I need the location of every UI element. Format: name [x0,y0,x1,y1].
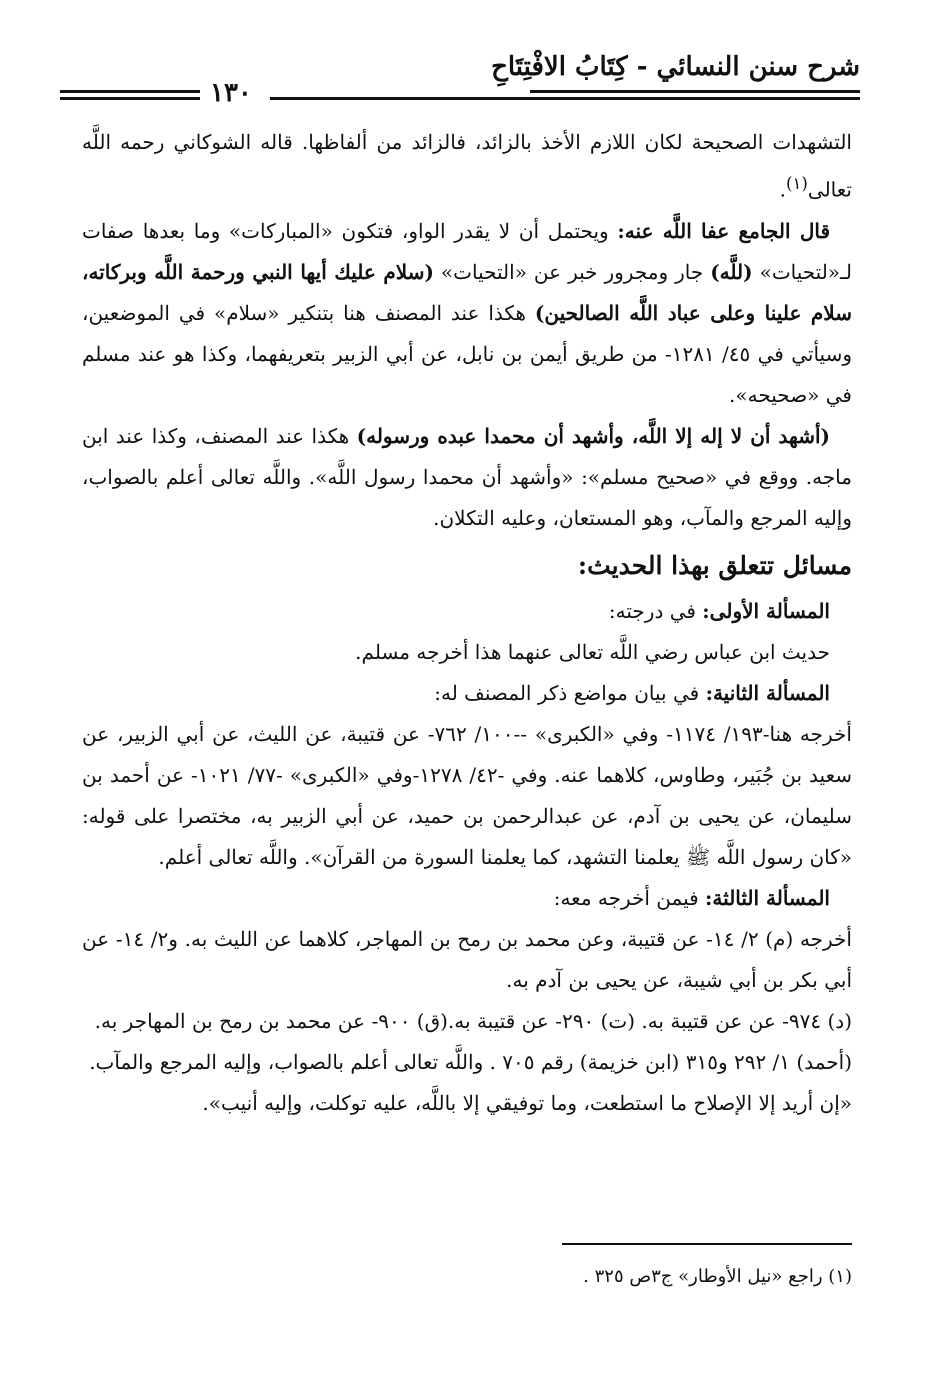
paragraph-3-rest: هكذا عند المصنف، وكذا عند ابن ماجه. ووقع في «صحيح مسلم»: «وأشهد أن محمدا رسول اللَّه». واللَّه تعالى أعلم بالصواب، وإليه المرجع والمآب، وهو المستعان، وعليه التكلان. [82,423,852,530]
running-title: شرح سنن النسائي - كِتَابُ الافْتِتَاحِ [491,52,860,82]
paragraph-2 [82,211,852,416]
paragraph-2-e: هكذا عند المصنف هنا بتنكير «سلام» في الموضعين، وسيأتي في ٤٥/ ١٢٨١- من طريق أيمن بن نابل، عن أبي الزبير بتعريفهما، وكذا هو عند مسلم في «صحيحه». [82,300,852,407]
footnote: (١) راجع «نيل الأوطار» ج٣ص ٣٢٥ . [583,1266,852,1287]
paragraph-1-end: . [779,177,786,202]
page-body [82,122,852,1124]
paragraph-2-c: جار ومجرور خبر عن «التحيات» [433,259,711,284]
footnote-separator [562,1243,852,1245]
paragraph-2-a: ويحتمل أن لا يقدر الواو، فتكون «المباركات» وما بعدها صفات لـ«لتحيات» [82,218,853,284]
paragraph-3 [82,416,852,539]
header-rule-bottom [270,97,860,100]
page-number: ١٣٠ [210,78,252,108]
paragraph-2-d: (سلام عليك أيها النبي ورحمة اللَّه وبركاته، سلام علينا وعلى عباد اللَّه الصالحين) [82,259,852,325]
issue-2-text: أخرجه هنا-١٩٣/ ١١٧٤- وفي «الكبرى» --١٠٠/ ٧٦٢- عن قتيبة، عن الليث، عن أبي الزبير، عن سعيد بن جُبَير، وطاوس، كلاهما عنه. وفي -٤٢/ ١٢٧٨-وفي «الكبرى» -٧٧/ ١٠٢١- عن أحمد بن سليمان، عن يحيى بن آدم، عن عبدالرحمن بن حميد، عن أبي الزبير به، مختصرا على قوله: «كان رسول اللَّه ﷺ يعلمنا التشهد، كما يعلمنا السورة من القرآن». واللَّه تعالى أعلم. [82,721,852,869]
issue-2-title: في بيان مواضع ذكر المصنف له: [434,680,706,705]
page-header [60,50,860,112]
issue-1-text: حديث ابن عباس رضي اللَّه تعالى عنهما هذا أخرجه مسلم. [355,639,830,664]
paragraph-1-text: التشهدات الصحيحة لكان اللازم الأخذ بالزائد، فالزائد من ألفاظها. قاله الشوكاني رحمه اللَّه تعالى [82,130,852,202]
issue-3-text-2: (د) ٩٧٤- عن عن قتيبة به. (ت) ٢٩٠- عن قتيبة به.(ق) ٩٠٠- عن محمد بن رمح بن المهاجر به. [94,1008,852,1033]
issue-1-title: في درجته: [608,598,703,623]
issue-3-text-3: (أحمد) ١/ ٢٩٢ و٣١٥ (ابن خزيمة) رقم ٧٠٥ . واللَّه تعالى أعلم بالصواب، وإليه المرجع والمآب. [89,1049,852,1074]
footnote-ref: (١) [785,174,808,193]
issue-1-label: المسألة الأولى: [702,598,830,623]
header-rule-left-top [60,90,200,93]
issue-3-title: فيمن أخرجه معه: [553,885,706,910]
header-rule-left-bottom [60,97,200,100]
issue-3-heading [82,878,852,919]
issue-1-heading [82,591,852,632]
paragraph-3-lead: (أشهد أن لا إله إلا اللَّه، وأشهد أن محمدا عبده ورسوله) [356,423,830,448]
issue-3-label: المسألة الثالثة: [705,885,830,910]
issue-2-label: المسألة الثانية: [705,680,830,705]
paragraph-1 [82,122,852,211]
paragraph-2-b: (للَّه) [710,259,753,284]
issue-2-heading [82,673,852,714]
paragraph-2-lead: قال الجامع عفا اللَّه عنه: [617,218,831,243]
section-heading: مسائل تتعلق بهذا الحديث: [577,550,852,580]
issue-3-text-1: أخرجه (م) ٢/ ١٤- عن قتيبة، وعن محمد بن رمح بن المهاجر، كلاهما عن الليث به. و٢/ ١٤- عن أبي بكر بن أبي شيبة، عن يحيى بن آدم به. [82,926,852,992]
closing-quote: «إن أريد إلا الإصلاح ما استطعت، وما توفيقي إلا باللَّه، عليه توكلت، وإليه أنيب». [202,1090,852,1115]
header-rule-top [530,90,860,93]
